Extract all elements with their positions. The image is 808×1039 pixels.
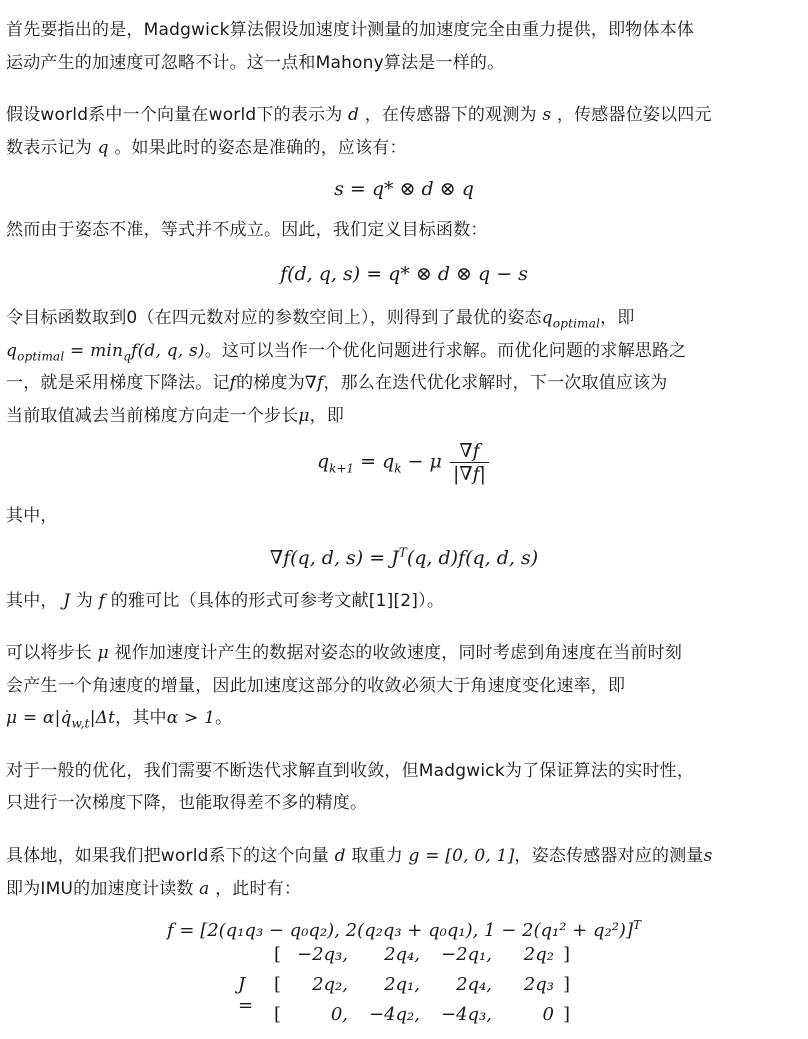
- text: ，姿态传感器对应的测量: [514, 846, 704, 866]
- matrix-cell: 2q₂: [523, 944, 554, 965]
- equation-2: f(d, q, s) = q* ⊗ d ⊗ q − s: [280, 263, 528, 285]
- fraction-denominator: |∇f|: [450, 462, 489, 485]
- math-grad-f: ∇f: [304, 373, 324, 393]
- text: ，此时有：: [215, 879, 302, 899]
- paragraph-8-line-2: 只进行一次梯度下降，也能取得差不多的精度。: [6, 793, 368, 813]
- text: 即为IMU的加速度计读数: [6, 879, 194, 899]
- paragraph-9-line-1: [6, 844, 713, 868]
- left-bracket: [: [274, 944, 282, 965]
- text: 其中，: [6, 591, 58, 611]
- matrix-cell: −4q₃,: [441, 1004, 492, 1025]
- paragraph-9-line-2: [6, 877, 301, 901]
- math-mu: μ: [97, 643, 109, 663]
- paragraph-1-line-1: 首先要指出的是，Madgwick算法假设加速度计测量的加速度完全由重力提供，即物体本体: [6, 20, 695, 40]
- text: 取重力: [351, 846, 403, 866]
- text: 具体地，如果我们把world系下的这个向量: [6, 846, 330, 866]
- math-mu-def: $\mu = \alpha|q̇_{w,t}|\Delta t$: [6, 708, 116, 731]
- math-s: s: [542, 105, 552, 125]
- paragraph-2-line-2: [6, 136, 407, 160]
- paragraph-7-line-1: [6, 641, 682, 665]
- text: 数表示记为: [6, 138, 92, 158]
- text: ，其中: [115, 708, 167, 728]
- equation-1: s = q* ⊗ d ⊗ q: [334, 178, 474, 200]
- right-bracket: ]: [563, 1004, 571, 1025]
- math-f: f: [229, 373, 237, 393]
- math-d: d: [334, 846, 346, 866]
- text: 。: [215, 708, 233, 728]
- text: 假设world系中一个向量在world下的表示为: [6, 105, 343, 125]
- math-f: f: [98, 591, 106, 611]
- math-d: d: [348, 105, 360, 125]
- text: 当前取值减去当前梯度方向走一个步长: [6, 406, 299, 426]
- right-bracket: ]: [563, 974, 571, 995]
- text: 令目标函数取到0（在四元数对应的参数空间上），则得到了最优的姿态: [6, 308, 542, 328]
- text: 。如果此时的姿态是准确的，应该有：: [114, 138, 407, 158]
- equation-5: f = [2(q₁q₃ − q₀q₂), 2(q₂q₃ + q₀q₁), 1 − 2(q₁² + q₂²)]$^T$: [167, 918, 641, 941]
- paragraph-6: [6, 589, 444, 613]
- paragraph-5: 其中，: [6, 506, 58, 526]
- math-q-optimal-def: $q_{optimal} = \min_qf(d$, q, s): [6, 341, 205, 364]
- matrix-cell: 0,: [330, 1004, 348, 1025]
- paragraph-3: 然而由于姿态不准，等式并不成立。因此，我们定义目标函数：: [6, 220, 488, 240]
- text: ，即: [309, 406, 345, 426]
- text: ，在传感器下的观测为: [364, 105, 537, 125]
- text: 的雅可比（具体的形式可参考文献[1][2]）。: [110, 591, 445, 611]
- math-alpha: α > 1: [166, 708, 216, 728]
- fraction: [450, 440, 489, 485]
- text: 一，就是采用梯度下降法。记: [6, 373, 230, 393]
- text: 的梯度为: [236, 373, 305, 393]
- paragraph-4-line-1: [6, 306, 635, 330]
- text: ，传感器位姿以四元: [556, 105, 712, 125]
- equation-4: ∇f(q, d, $s) = J^T(q$, d)f(q, d, s): [269, 545, 539, 569]
- paragraph-1-line-2: 运动产生的加速度可忽略不计。这一点和Mahony算法是一样的。: [6, 53, 505, 73]
- paragraph-7-line-2: 会产生一个角速度的增量，因此加速度这部分的收敛必须大于角速度变化速率，即: [6, 676, 626, 696]
- matrix-cell: −4q₂,: [369, 1004, 420, 1025]
- math-J: J: [63, 591, 71, 611]
- paragraph-4-line-2: [6, 339, 686, 363]
- left-bracket: [: [274, 1004, 282, 1025]
- jacobian-label: J =: [238, 974, 254, 1016]
- text: 为: [75, 591, 94, 611]
- text: 。这可以当作一个优化问题进行求解。而优化问题的求解思路之: [204, 341, 687, 361]
- matrix-cell: 0: [542, 1004, 554, 1025]
- right-bracket: ]: [563, 944, 571, 965]
- text: 可以将步长: [6, 643, 92, 663]
- matrix-cell: 2q₃: [523, 974, 554, 995]
- math-g: g = [0, 0, 1]: [408, 846, 515, 866]
- equation-3: $q_{k+1} = q_k - \mu$ $\frac{\nabla f}{|\nabla f|}$: [0, 440, 808, 485]
- paragraph-7-line-3: [6, 706, 232, 730]
- matrix-cell: 2q₄,: [384, 944, 420, 965]
- matrix-cell: −2q₁,: [441, 944, 492, 965]
- paragraph-8-line-1: 对于一般的优化，我们需要不断迭代求解直到收敛，但Madgwick为了保证算法的实时性，: [6, 761, 695, 781]
- matrix-cell: 2q₂,: [312, 974, 348, 995]
- paragraph-2-line-1: [6, 103, 712, 127]
- matrix-cell: 2q₄,: [456, 974, 492, 995]
- math-mu: μ: [298, 406, 310, 426]
- text: ，即: [600, 308, 635, 328]
- paragraph-4-line-4: [6, 404, 344, 428]
- math-q: q: [97, 138, 109, 158]
- left-bracket: [: [274, 974, 282, 995]
- math-s: s: [703, 846, 713, 866]
- fraction-numerator: ∇f: [459, 440, 480, 462]
- matrix-cell: −2q₃,: [297, 944, 348, 965]
- math-a: a: [199, 879, 210, 899]
- paragraph-4-line-3: [6, 371, 667, 395]
- matrix-cell: 2q₁,: [384, 974, 420, 995]
- math-q-optimal: $q_{optimal}$: [541, 308, 601, 331]
- text: ，那么在迭代优化求解时，下一次取值应该为: [323, 373, 668, 393]
- text: 视作加速度计产生的数据对姿态的收敛速度，同时考虑到角速度在当前时刻: [114, 643, 683, 663]
